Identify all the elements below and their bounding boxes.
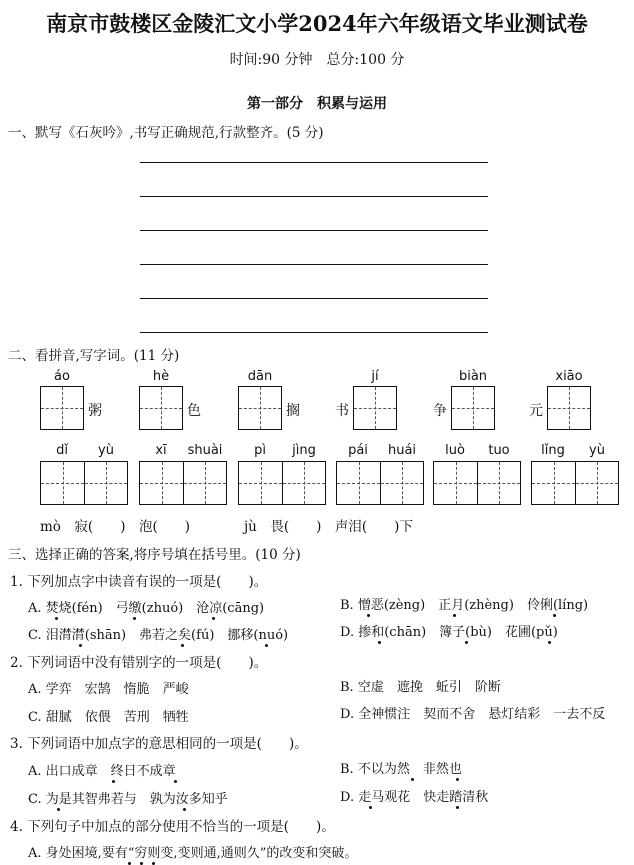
pinyin-label: shuài [187,443,223,458]
section2-heading: 二、看拼音,写字词。(11 分) [8,348,180,364]
given-character: 元 [529,403,543,419]
pinyin-label: yù [589,443,605,458]
exam-time-score: 时间:90 分钟 总分:100 分 [229,52,405,68]
pinyin-label: xiāo [555,369,583,384]
character-box[interactable] [40,386,84,430]
word-box[interactable] [433,461,521,505]
pinyin-label: hè [152,369,170,384]
question-1-stem: 1. 下列加点字中读音有误的一项是( )。 [10,574,268,590]
pinyin-label: pái [348,443,368,458]
given-character: 争 [433,403,447,419]
pinyin-label: tuo [488,443,510,458]
question-2-option-c[interactable]: C. 甜腻 依偎 苦刑 牺牲 [28,710,189,725]
question-1-option-d[interactable]: D. 掺和(chān) 簿子(bù) 花圃(pǔ) [340,625,558,640]
pinyin-label: luò [445,443,465,458]
given-character: 书 [335,403,349,419]
character-box[interactable] [353,386,397,430]
question-4-option-a[interactable]: A. 身处困境,要有“穷则变,变则通,通则久”的改变和突破。 [28,846,358,861]
question-1-option-a[interactable]: A. 焚烧(fén) 弓缴(zhuó) 沧凉(cāng) [28,601,265,616]
character-box[interactable] [547,386,591,430]
given-character: 搁 [286,403,300,419]
character-box[interactable] [139,386,183,430]
question-4-stem: 4. 下列句子中加点的部分使用不恰当的一项是( )。 [10,819,335,835]
pinyin-label: yù [98,443,114,458]
pinyin-label: huái [387,443,417,458]
question-1-option-c[interactable]: C. 泪潸潸(shān) 弗若之矣(fú) 挪移(nuó) [28,628,289,643]
word-box[interactable] [531,461,619,505]
question-2-option-a[interactable]: A. 学弈 宏鹄 惰脆 严峻 [28,682,189,697]
section3-heading: 三、选择正确的答案,将序号填在括号里。(10 分) [8,547,301,563]
question-2-option-d[interactable]: D. 全神惯注 契而不舍 悬灯结彩 一去不反 [340,707,606,722]
writing-line[interactable] [140,196,488,197]
writing-line[interactable] [140,162,488,163]
writing-line[interactable] [140,298,488,299]
question-3-option-b[interactable]: B. 不以为然 非然也 [340,762,462,777]
pinyin-label: biàn [458,369,488,384]
word-box[interactable] [40,461,128,505]
question-3-option-c[interactable]: C. 为是其智弗若与 孰为汝多知乎 [28,792,228,807]
question-1-option-b[interactable]: B. 憎恶(zèng) 正月(zhèng) 伶俐(líng) [340,598,589,613]
question-3-option-a[interactable]: A. 出口成章 终日不成章 [28,764,176,779]
word-box[interactable] [238,461,326,505]
word-box[interactable] [336,461,424,505]
part-heading: 第一部分 积累与运用 [247,96,387,112]
pinyin-label: dǐ [56,443,68,458]
section1-heading: 一、默写《石灰吟》,书写正确规范,行款整齐。(5 分) [8,125,324,141]
given-character: 粥 [88,403,102,419]
word-box[interactable] [139,461,227,505]
character-box[interactable] [451,386,495,430]
given-character: 色 [187,403,201,419]
writing-line[interactable] [140,230,488,231]
writing-line[interactable] [140,264,488,265]
pinyin-label: lǐng [541,443,565,458]
question-3-stem: 3. 下列词语中加点字的意思相同的一项是( )。 [10,736,308,752]
character-box[interactable] [238,386,282,430]
pinyin-label: pì [254,443,266,458]
pinyin-label: jìng [292,443,316,458]
pinyin-label: jí [371,369,379,384]
question-2-stem: 2. 下列词语中没有错别字的一项是( )。 [10,655,268,671]
pinyin-label: dān [247,369,273,384]
exam-title: 南京市鼓楼区金陵汇文小学2024年六年级语文毕业测试卷 [46,11,588,36]
question-3-option-d[interactable]: D. 走马观花 快走踏清秋 [340,790,489,805]
polyphone-fill-row: mò 寂( ) 泡( ) jù 畏( ) 声泪( )下 [40,519,413,535]
pinyin-label: xī [155,443,167,458]
pinyin-label: áo [54,369,70,384]
question-2-option-b[interactable]: B. 空虚 遮挽 蚯引 阶断 [340,680,501,695]
writing-line[interactable] [140,332,488,333]
